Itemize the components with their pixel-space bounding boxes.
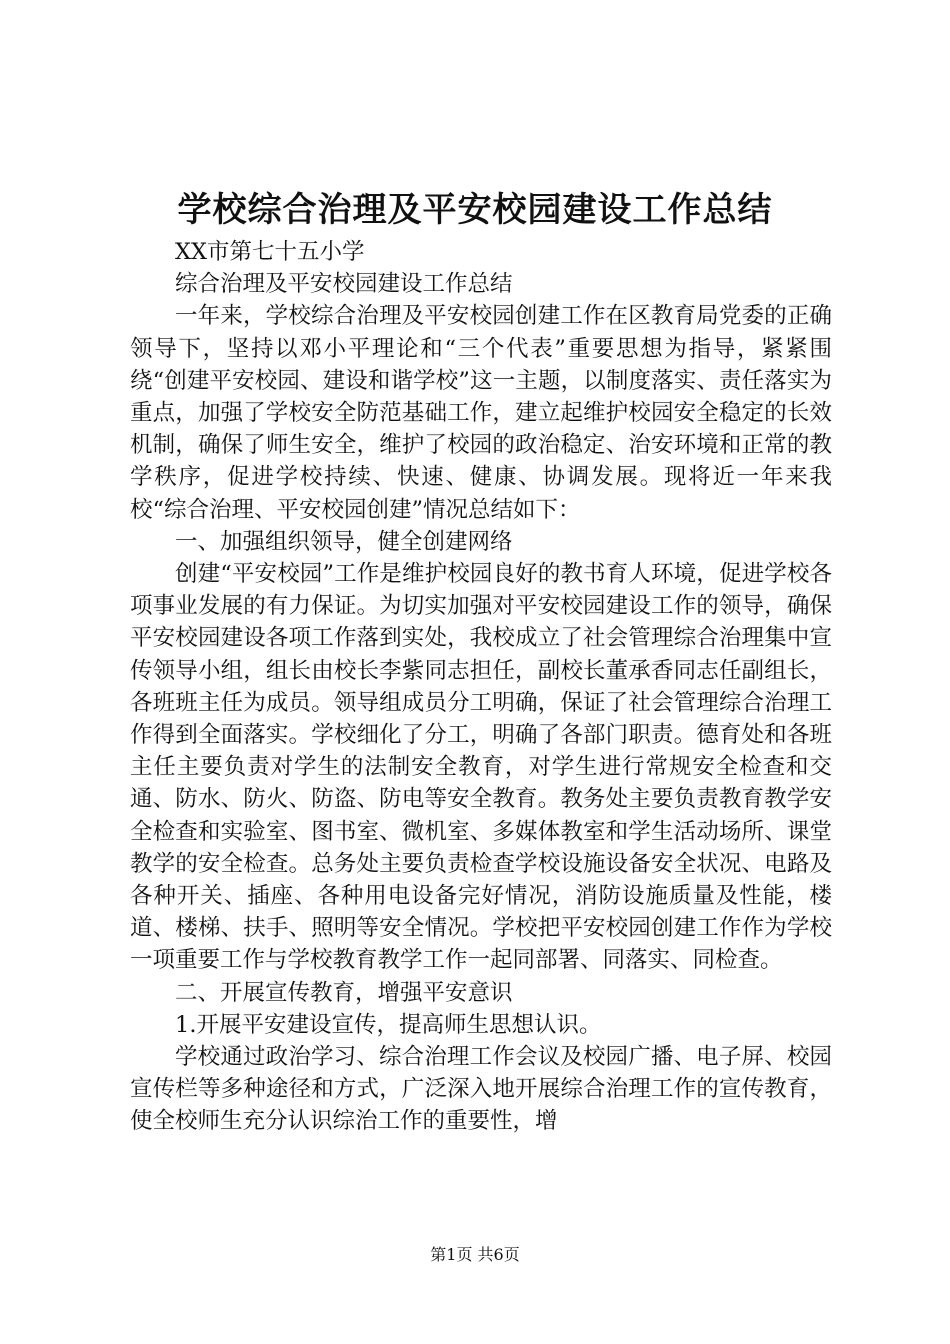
document-body: [130, 236, 832, 1138]
subsection-1-paragraph: 学校通过政治学习、综合治理工作会议及校园广播、电子屏、校园宣传栏等多种途径和方式，广泛深入地开展综合治理工作的宣传教育，使全校师生充分认识综治工作的重要性，增: [130, 1044, 832, 1135]
page-footer: 第1页 共6页: [430, 1245, 520, 1264]
subsection-heading-1: 1.开展平安建设宣传，提高师生思想认识。: [175, 1011, 602, 1038]
section-heading-2: 二、开展宣传教育，增强平安意识: [175, 979, 513, 1006]
section-heading-1: 一、加强组织领导，健全创建网络: [175, 528, 513, 555]
intro-paragraph: 一年来，学校综合治理及平安校园创建工作在区教育局党委的正确领导下，坚持以邓小平理论和“三个代表”重要思想为指导，紧紧围绕“创建平安校园、建设和谐学校”这一主题，以制度落实、责任落实为重点，加强了学校安全防范基础工作，建立起维护校园安全稳定的长效机制，确保了师生安全，维护了校园的政治稳定、治安环境和正常的教学秩序，促进学校持续、快速、健康、协调发展。现将近一年来我校“综合治理、平安校园创建”情况总结如下：: [130, 303, 832, 523]
document-title: 学校综合治理及平安校园建设工作总结: [177, 190, 773, 230]
section-1-paragraph: 创建“平安校园”工作是维护校园良好的教书育人环境，促进学校各项事业发展的有力保证。为切实加强对平安校园建设工作的领导，确保平安校园建设各项工作落到实处，我校成立了社会管理综合治理集中宣传领导小组，组长由校长李紫同志担任，副校长董承香同志任副组长，各班班主任为成员。领导组成员分工明确，保证了社会管理综合治理工作得到全面落实。学校细化了分工，明确了各部门职责。德育处和各班主任主要负责对学生的法制安全教育，对学生进行常规安全检查和交通、防水、防火、防盗、防电等安全教育。教务处主要负责教育教学安全检查和实验室、图书室、微机室、多媒体教室和学生活动场所、课堂教学的安全检查。总务处主要负责检查学校设施设备安全状况、电路及各种开关、插座、各种用电设备完好情况，消防设施质量及性能，楼道、楼梯、扶手、照明等安全情况。学校把平安校园创建工作作为学校一项重要工作与学校教育教学工作一起同部署、同落实、同检查。: [130, 561, 832, 974]
school-name: XX市第七十五小学: [175, 239, 365, 265]
subtitle: 综合治理及平安校园建设工作总结: [175, 271, 513, 298]
